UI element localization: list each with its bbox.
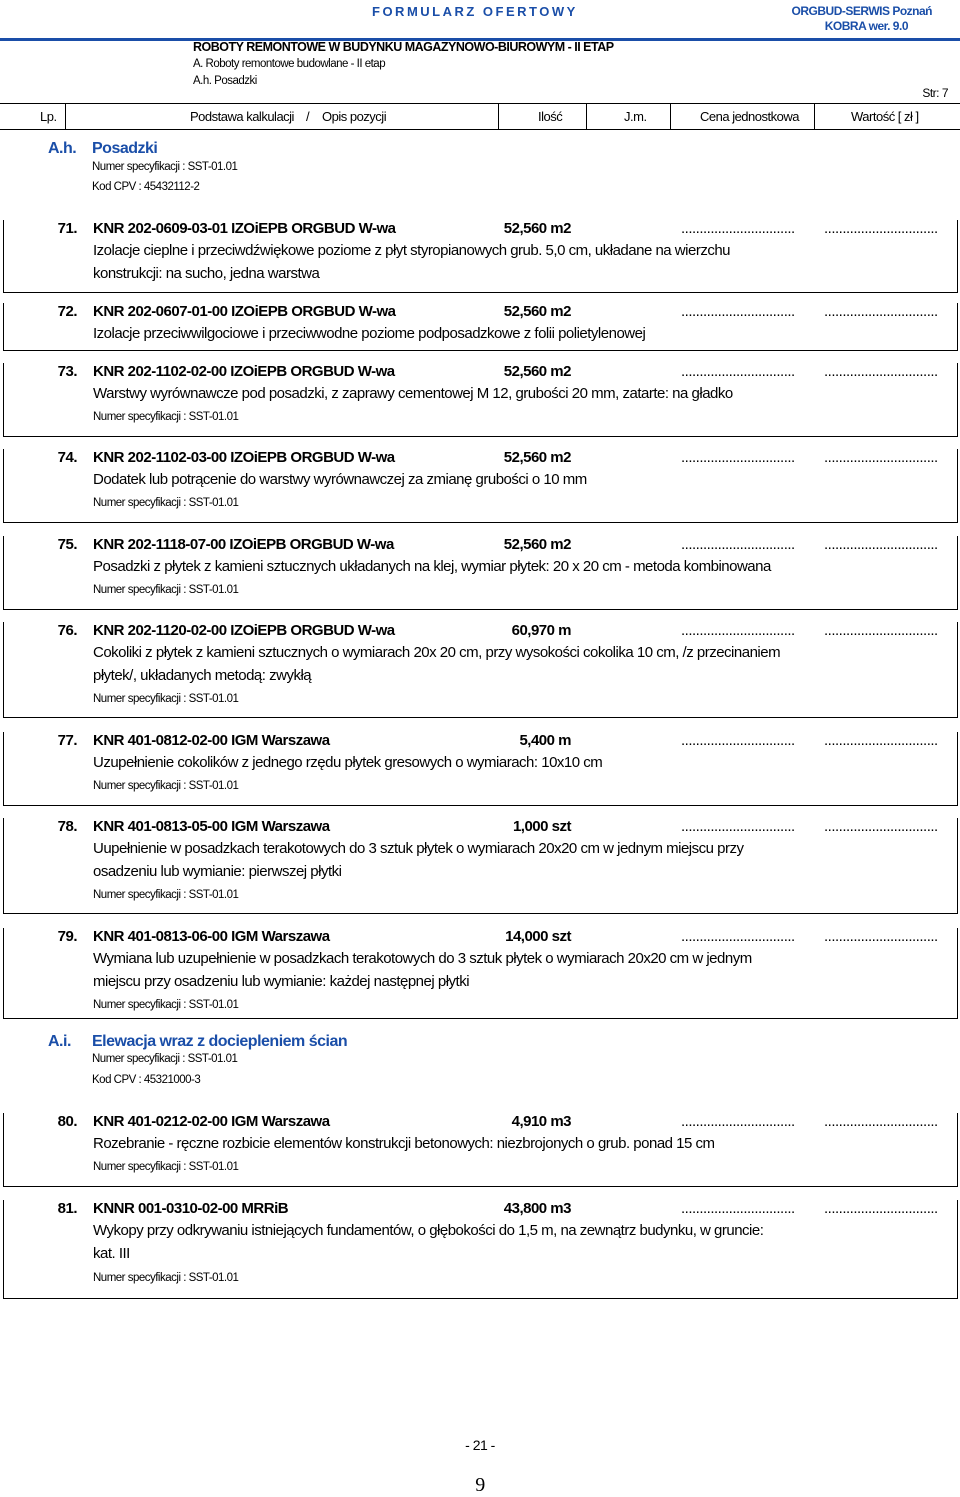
position-quantity: 14,000 szt [505, 928, 571, 945]
position-basis: KNR 202-1102-02-00 IZOiEPB ORGBUD W-wa [93, 363, 395, 380]
position-spec: Numer specyfikacji : SST-01.01 [93, 999, 239, 1011]
col-unit: J.m. [624, 109, 647, 124]
position-basis: KNR 202-1102-03-00 IZOiEPB ORGBUD W-wa [93, 449, 395, 466]
value-placeholder: ............................... [824, 449, 938, 466]
position-row [3, 363, 958, 437]
position-number: 72. [57, 303, 77, 320]
position-description: Uupełnienie w posadzkach terakotowych do 3 sztuk płytek o wymiarach 20x20 cm w jednym miejscu przy osadzeniu lub wymianie: pierwszej płytki [93, 840, 744, 880]
position-basis: KNR 202-1120-02-00 IZOiEPB ORGBUD W-wa [93, 622, 395, 639]
unit-price-placeholder: ............................... [681, 928, 795, 945]
value-placeholder: ............................... [824, 818, 938, 835]
value-placeholder: ............................... [824, 303, 938, 320]
unit-price-placeholder: ............................... [681, 363, 795, 380]
position-quantity: 5,400 m [519, 732, 571, 749]
position-row [3, 928, 958, 1019]
position-number: 71. [57, 220, 77, 237]
col-desc: Opis pozycji [322, 109, 387, 124]
position-row [3, 1113, 958, 1187]
value-placeholder: ............................... [824, 1113, 938, 1130]
position-description: Rozebranie - ręczne rozbicie elementów konstrukcji betonowych: niezbrojonych o grub. ponad 15 cm [93, 1135, 715, 1152]
position-quantity: 60,970 m [511, 622, 571, 639]
position-spec: Numer specyfikacji : SST-01.01 [93, 584, 239, 596]
unit-price-placeholder: ............................... [681, 818, 795, 835]
column-header [0, 103, 960, 130]
position-spec: Numer specyfikacji : SST-01.01 [93, 1161, 239, 1173]
position-spec: Numer specyfikacji : SST-01.01 [93, 1272, 239, 1284]
position-spec: Numer specyfikacji : SST-01.01 [93, 693, 239, 705]
value-placeholder: ............................... [824, 363, 938, 380]
position-number: 73. [57, 363, 77, 380]
position-number: 76. [57, 622, 77, 639]
col-basis: Podstawa kalkulacji [190, 109, 294, 124]
position-description: Wymiana lub uzupełnienie w posadzkach terakotowych do 3 sztuk płytek o wymiarach 20x20 cm w jednym miejscu przy osadzeniu lub wymianie: każdej następnej płytki [93, 950, 752, 990]
section-code: A.h. [48, 140, 77, 157]
position-row [3, 449, 958, 523]
position-description: Izolacje przeciwwilgociowe i przeciwwodne poziome podposadzkowe z folii polietylenowej [93, 325, 646, 342]
document-title: ROBOTY REMONTOWE W BUDYNKU MAGAZYNOWO-BIUROWYM - II ETAP [193, 40, 614, 54]
position-row [3, 818, 958, 914]
unit-price-placeholder: ............................... [681, 449, 795, 466]
position-quantity: 52,560 m2 [503, 220, 571, 237]
value-placeholder: ............................... [824, 220, 938, 237]
position-basis: KNNR 001-0310-02-00 MRRiB [93, 1200, 289, 1217]
value-placeholder: ............................... [824, 536, 938, 553]
unit-price-placeholder: ............................... [681, 1200, 795, 1217]
section-name: Elewacja wraz z dociepleniem ścian [92, 1033, 348, 1050]
position-number: 79. [57, 928, 77, 945]
page-label: Str: 7 [922, 86, 948, 100]
section-code: A.i. [48, 1033, 71, 1050]
position-number: 77. [57, 732, 77, 749]
position-description: Izolacje cieplne i przeciwdźwiękowe poziome z płyt styropianowych grub. 5,0 cm, układane na wierzchu konstrukcji: na sucho, jedna warstwa [93, 242, 730, 282]
section-cpv: Kod CPV : 45432112-2 [92, 181, 200, 193]
page-marker: - 21 - [465, 1437, 495, 1453]
position-quantity: 1,000 szt [512, 818, 571, 835]
position-description: Warstwy wyrównawcze pod posadzki, z zaprawy cementowej M 12, grubości 20 mm, zatarte: na gładko [93, 385, 733, 402]
position-row [3, 1200, 958, 1299]
position-description: Dodatek lub potrącenie do warstwy wyrównawczej za zmianę grubości o 10 mm [93, 471, 587, 488]
firm-name: ORGBUD-SERWIS Poznań [791, 4, 932, 18]
position-description: Uzupełnienie cokolików z jednego rzędu płytek gresowych o wymiarach: 10x10 cm [93, 754, 603, 771]
position-quantity: 4,910 m3 [511, 1113, 571, 1130]
position-basis: KNR 202-0607-01-00 IZOiEPB ORGBUD W-wa [93, 303, 396, 320]
col-divider [814, 104, 815, 129]
position-spec: Numer specyfikacji : SST-01.01 [93, 780, 239, 792]
position-spec: Numer specyfikacji : SST-01.01 [93, 497, 239, 509]
value-placeholder: ............................... [824, 1200, 938, 1217]
position-row [3, 303, 958, 351]
col-slash: / [306, 109, 310, 124]
position-quantity: 43,800 m3 [503, 1200, 571, 1217]
position-basis: KNR 202-1118-07-00 IZOiEPB ORGBUD W-wa [93, 536, 394, 553]
position-number: 81. [57, 1200, 77, 1217]
position-quantity: 52,560 m2 [503, 363, 571, 380]
value-placeholder: ............................... [824, 622, 938, 639]
position-basis: KNR 401-0813-06-00 IGM Warszawa [93, 928, 330, 945]
position-number: 74. [57, 449, 77, 466]
document-subtitle: A. Roboty remontowe budowlane - II etap [193, 58, 386, 70]
col-divider [586, 104, 587, 129]
position-description: Wykopy przy odkrywaniu istniejących fundamentów, o głębokości do 1,5 m, na zewnątrz budynku, w gruncie: kat. III [93, 1222, 764, 1262]
col-value: Wartość [ zł ] [851, 109, 919, 124]
position-basis: KNR 401-0813-05-00 IGM Warszawa [93, 818, 330, 835]
position-basis: KNR 401-0812-02-00 IGM Warszawa [93, 732, 330, 749]
document-subsection: A.h. Posadzki [193, 75, 257, 87]
col-divider [65, 104, 66, 129]
unit-price-placeholder: ............................... [681, 732, 795, 749]
col-divider [670, 104, 671, 129]
position-quantity: 52,560 m2 [503, 303, 571, 320]
section-cpv: Kod CPV : 45321000-3 [92, 1074, 201, 1086]
unit-price-placeholder: ............................... [681, 303, 795, 320]
position-description: Cokoliki z płytek z kamieni sztucznych o wymiarach 20x 20 cm, przy wysokości cokolika 10 cm, /z przecinaniem płytek/, układanych metodą: zwykłą [93, 644, 781, 684]
position-spec: Numer specyfikacji : SST-01.01 [93, 889, 239, 901]
position-row [3, 732, 958, 806]
unit-price-placeholder: ............................... [681, 220, 795, 237]
value-placeholder: ............................... [824, 732, 938, 749]
col-qty: Ilość [538, 109, 563, 124]
position-row [3, 536, 958, 610]
position-quantity: 52,560 m2 [503, 536, 571, 553]
position-basis: KNR 401-0212-02-00 IGM Warszawa [93, 1113, 330, 1130]
col-lp: Lp. [40, 109, 57, 124]
program-version: KOBRA wer. 9.0 [824, 19, 908, 33]
section-spec: Numer specyfikacji : SST-01.01 [92, 161, 238, 173]
col-price: Cena jednostkowa [700, 109, 799, 124]
section-spec: Numer specyfikacji : SST-01.01 [92, 1053, 238, 1065]
col-divider [498, 104, 499, 129]
position-quantity: 52,560 m2 [503, 449, 571, 466]
position-number: 75. [57, 536, 77, 553]
position-description: Posadzki z płytek z kamieni sztucznych układanych na klej, wymiar płytek: 20 x 20 cm - metoda kombinowana [93, 558, 771, 575]
page-number: 9 [475, 1474, 485, 1496]
value-placeholder: ............................... [824, 928, 938, 945]
section-name: Posadzki [92, 140, 158, 157]
position-row [3, 220, 958, 293]
form-title: FORMULARZ OFERTOWY [372, 4, 578, 19]
unit-price-placeholder: ............................... [681, 536, 795, 553]
position-row [3, 622, 958, 718]
position-basis: KNR 202-0609-03-01 IZOiEPB ORGBUD W-wa [93, 220, 396, 237]
position-spec: Numer specyfikacji : SST-01.01 [93, 411, 239, 423]
unit-price-placeholder: ............................... [681, 1113, 795, 1130]
position-number: 78. [57, 818, 77, 835]
unit-price-placeholder: ............................... [681, 622, 795, 639]
position-number: 80. [57, 1113, 77, 1130]
